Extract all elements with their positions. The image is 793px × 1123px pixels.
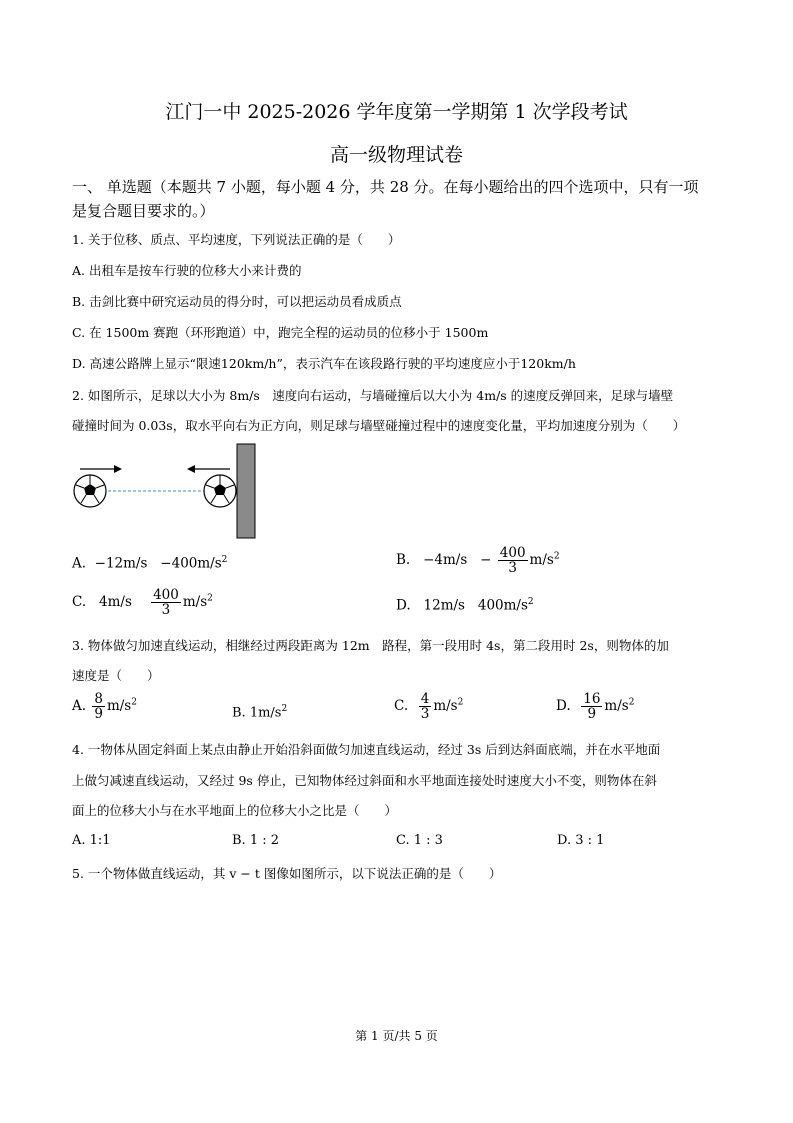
q4-option-c: C. 1 : 3: [396, 833, 443, 848]
q3-stem: 3. 物体做匀加速直线运动，相继经过两段距离为 12m 路程，第一段用时 4s，第二段用时 2s，则物体的加: [72, 638, 669, 653]
q3-option-c: C. $\frac{4}{3}$ $m/s^2$: [394, 691, 464, 723]
q2-figure: [68, 440, 268, 540]
q5-stem: 5. 一个物体做直线运动，其 v − t 图像如图所示，以下说法正确的是（ ）: [72, 866, 502, 881]
q2-option-a: A. −12m/s $-400m/s^2$: [72, 555, 228, 572]
exam-title: 江门一中 2025-2026 学年度第一学期第 1 次学段考试: [165, 101, 628, 123]
q2-option-d: D. 12m/s $400m/s^2$: [396, 597, 534, 614]
section-heading: 一、 单选题（本题共 7 小题，每小题 4 分，共 28 分。在每小题给出的四个选项中，只有一项: [72, 178, 699, 196]
q3-option-a: A. $\frac{8}{9}$ $m/s^2$: [72, 691, 137, 723]
q4-option-a: A. 1:1: [72, 833, 111, 848]
q4-stem-cont2: 面上的位移大小与在水平地面上的位移大小之比是（ ）: [72, 803, 398, 818]
q1-stem: 1. 关于位移、质点、平均速度，下列说法正确的是（ ）: [72, 232, 401, 247]
q1-option-a: A. 出租车是按车行驶的位移大小来计费的: [72, 263, 302, 278]
section-heading-cont: 是复合题目要求的。）: [72, 202, 215, 220]
q1-option-b: B. 击剑比赛中研究运动员的得分时，可以把运动员看成质点: [72, 294, 402, 309]
q1-option-c: C. 在 1500m 赛跑（环形跑道）中，跑完全程的运动员的位移小于 1500m: [72, 325, 489, 340]
soccer-ball-icon: [74, 475, 106, 507]
page-footer: 第 1 页/共 5 页: [355, 1029, 438, 1043]
q4-option-b: B. 1 : 2: [232, 833, 280, 848]
q2-option-b: B. −4m/s − $\frac{400}{3}$ $m/s^2$: [396, 545, 560, 577]
q4-option-d: D. 3 : 1: [557, 833, 605, 848]
q4-stem-cont: 上做匀减速直线运动，又经过 9s 停止，已知物体经过斜面和水平地面连接处时速度大小不变，则物体在斜: [72, 773, 657, 788]
q2-option-c: C. 4m/s $\frac{400}{3}$ $m/s^2$: [72, 587, 213, 619]
q3-stem-cont: 速度是（ ）: [72, 668, 160, 683]
q2-stem: 2. 如图所示，足球以大小为 8m/s 速度向右运动，与墙碰撞后以大小为 4m/s 的速度反弹回来，足球与墙壁: [72, 388, 674, 403]
q3-option-d: D. $\frac{16}{9}$ $m/s^2$: [556, 691, 635, 723]
soccer-ball-icon: [204, 475, 236, 507]
q2-stem-cont: 碰撞时间为 0.03s，取水平向右为正方向，则足球与墙壁碰撞过程中的速度变化量，平均加速度分别为（ ）: [72, 418, 686, 433]
q1-option-d: D. 高速公路牌上显示“限速120km/h”，表示汽车在该段路行驶的平均速度应小于120km/h: [72, 356, 576, 371]
q4-stem: 4. 一物体从固定斜面上某点由静止开始沿斜面做匀加速直线运动，经过 3s 后到达斜面底端，并在水平地面: [72, 742, 661, 757]
q3-option-b: B. $1m/s^2$: [232, 704, 288, 721]
exam-subtitle: 高一级物理试卷: [329, 144, 463, 166]
